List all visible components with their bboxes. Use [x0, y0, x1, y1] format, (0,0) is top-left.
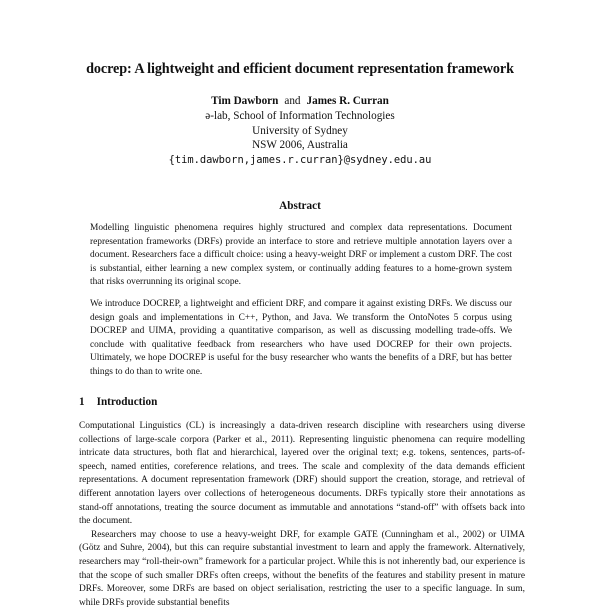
author-conjunction: and: [284, 95, 301, 107]
section-number: 1: [79, 396, 85, 408]
author-names: [0, 94, 600, 109]
abstract-paragraph: Modelling linguistic phenomena requires highly structured and complex data representations. Document representation frameworks (DRFs) provide an interface to store and retrieve multiple annotation layers over a document. Researchers face a difficult choice: using a heavy-weight DRF or implement a custom DRF. The cost is substantial, either learning a new complex system, or continually adding features to a home-grown system that risks overrunning its original scope.: [90, 223, 512, 288]
author-block: [0, 94, 600, 168]
author-2: James R. Curran: [306, 95, 389, 107]
body-paragraph: Researchers may choose to use a heavy-weight DRF, for example GATE (Cunningham et al., 2002) or UIMA (Götz and Suhre, 2004), but this can require substantial investment to learn and apply the framework. Alternatively, researchers may “roll-their-own” framework for a particular project. While this is not inherently bad, our experience is that the scope of such smaller DRFs often creeps, without the benefits of the features and stability present in mature DRFs. Moreover, some DRFs are based on object serialisation, restricting the user to a specific language. In sum, while DRFs provide substantial benefits: [79, 529, 525, 608]
affiliation-line: University of Sydney: [252, 124, 348, 137]
affiliation-line: ə-lab, School of Information Technologies: [205, 109, 395, 122]
author-emails: {tim.dawborn,james.r.curran}@sydney.edu.au: [168, 154, 432, 167]
paper-title: docrep: A lightweight and efficient document representation framework: [86, 61, 514, 77]
body-paragraph: Computational Linguistics (CL) is increasingly a data-driven research discipline with researchers using diverse collections of large-scale corpora (Parker et al., 2011). Representing linguistic phenomena can require modelling intricate data structures, both flat and hierarchical, layered over the original text; e.g. tokens, sentences, parts-of-speech, named entities, coreference relations, and trees. The scale and complexity of the data demands efficient representations. A document representation framework (DRF) should support the creation, storage, and retrieval of different annotation layers over collections of heterogeneous documents. DRFs typically store their annotations as stand-off annotations, treating the source document as immutable and annotations “stand-off” with offsets back into the document.: [79, 421, 525, 527]
author-1: Tim Dawborn: [211, 95, 279, 107]
section-heading-introduction: [79, 396, 157, 408]
section-body: [79, 420, 525, 610]
abstract-body: [90, 222, 512, 388]
abstract-paragraph: We introduce DOCREP, a lightweight and efficient DRF, and compare it against existing DRFs. We discuss our design goals and implementations in C++, Python, and Java. We transform the OntoNotes 5 corpus using DOCREP and UIMA, providing a quantitative comparison, as well as discussing modelling trade-offs. We conclude with qualitative feedback from researchers who have used DOCREP for their own projects. Ultimately, we hope DOCREP is useful for the busy researcher who wants the benefits of a DRF, but has better things to do than to write one.: [90, 298, 512, 377]
section-title: Introduction: [96, 396, 158, 408]
affiliation-line: NSW 2006, Australia: [252, 139, 348, 152]
abstract-heading: Abstract: [279, 200, 321, 212]
